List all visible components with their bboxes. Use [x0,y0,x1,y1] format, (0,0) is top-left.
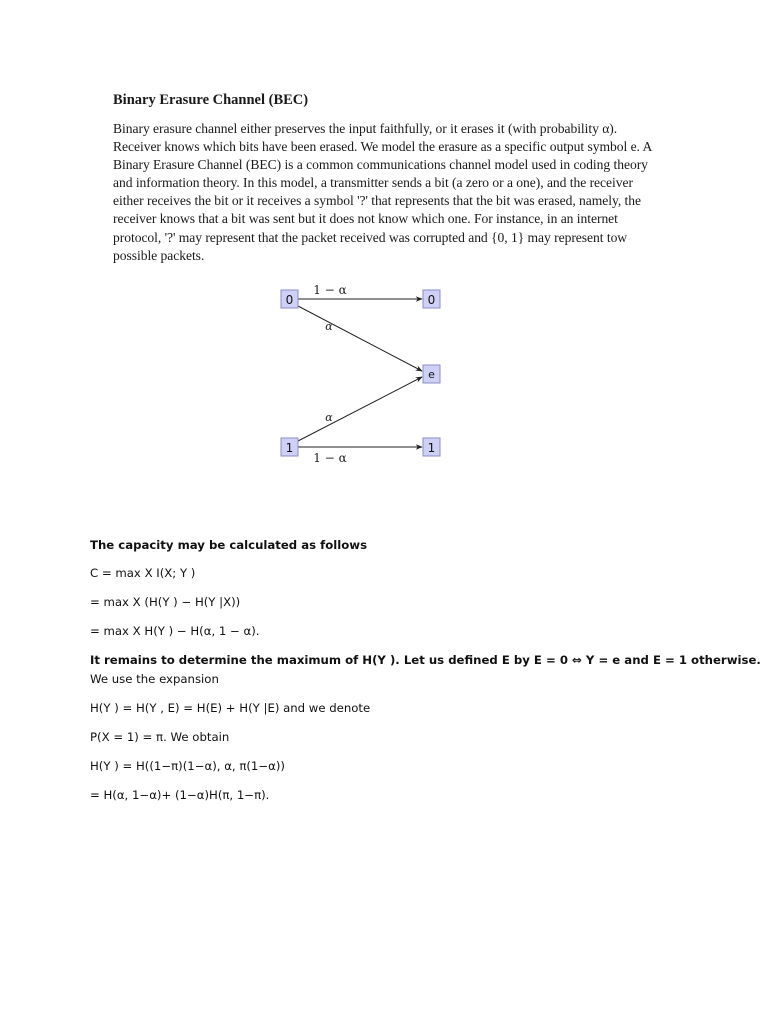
derivation-text: We use the expansion [90,672,219,686]
derivation-intro: The capacity may be calculated as follows [90,538,368,552]
input-node-1-label: 1 [285,441,294,455]
section-title: Binary Erasure Channel (BEC) [113,92,309,108]
intro-line: Receiver knows which bits have been erased. We model the erasure as a specific output symbol e. A [113,139,653,155]
equation-line: = max X H(Y ) − H(α, 1 − α). [90,624,260,638]
output-node-0-label: 0 [427,293,436,307]
intro-line: either receives the bit or it receives a symbol '?' that represents that the bit was erased, namely, the [113,193,642,209]
equation-line: P(X = 1) = π. We obtain [90,730,230,744]
intro-line: receiver knows that a bit was sent but it does not know which one. For instance, in an internet [113,211,618,227]
equation-line: H(Y ) = H(Y , E) = H(E) + H(Y |E) and we denote [90,701,371,715]
equation-line: C = max X I(X; Y ) [90,566,196,580]
edge-0-to-e [298,306,422,371]
edge-label-alpha-upper: α [325,320,333,333]
derivation-text: It remains to determine the maximum of H(Y ). Let us defined E by E = 0 ⇔ Y = e and E = 1 otherwise. [90,653,761,667]
intro-line: protocol, '?' may represent that the packet received was corrupted and {0, 1} may represent tow [113,229,628,245]
equation-line: = max X (H(Y ) − H(Y |X)) [90,595,241,609]
intro-line: Binary Erasure Channel (BEC) is a common communications channel model used in coding theory [113,157,648,173]
output-node-1-label: 1 [427,441,436,455]
edge-label-alpha-lower: α [325,411,333,424]
intro-line: and information theory. In this model, a transmitter sends a bit (a zero or a one), and the receiver [113,175,633,191]
intro-line: possible packets. [113,247,205,263]
edge-1-to-e [298,377,422,441]
output-node-e-label: e [428,368,435,381]
intro-line: Binary erasure channel either preserves the input faithfully, or it erases it (with probability α). [113,121,618,136]
equation-line: H(Y ) = H((1−π)(1−α), α, π(1−α)) [90,759,285,773]
edge-label-bottom: 1 − α [313,451,347,465]
input-node-0-label: 0 [285,293,294,307]
equation-line: = H(α, 1−α)+ (1−α)H(π, 1−π). [90,788,270,802]
edge-label-top: 1 − α [313,283,347,297]
